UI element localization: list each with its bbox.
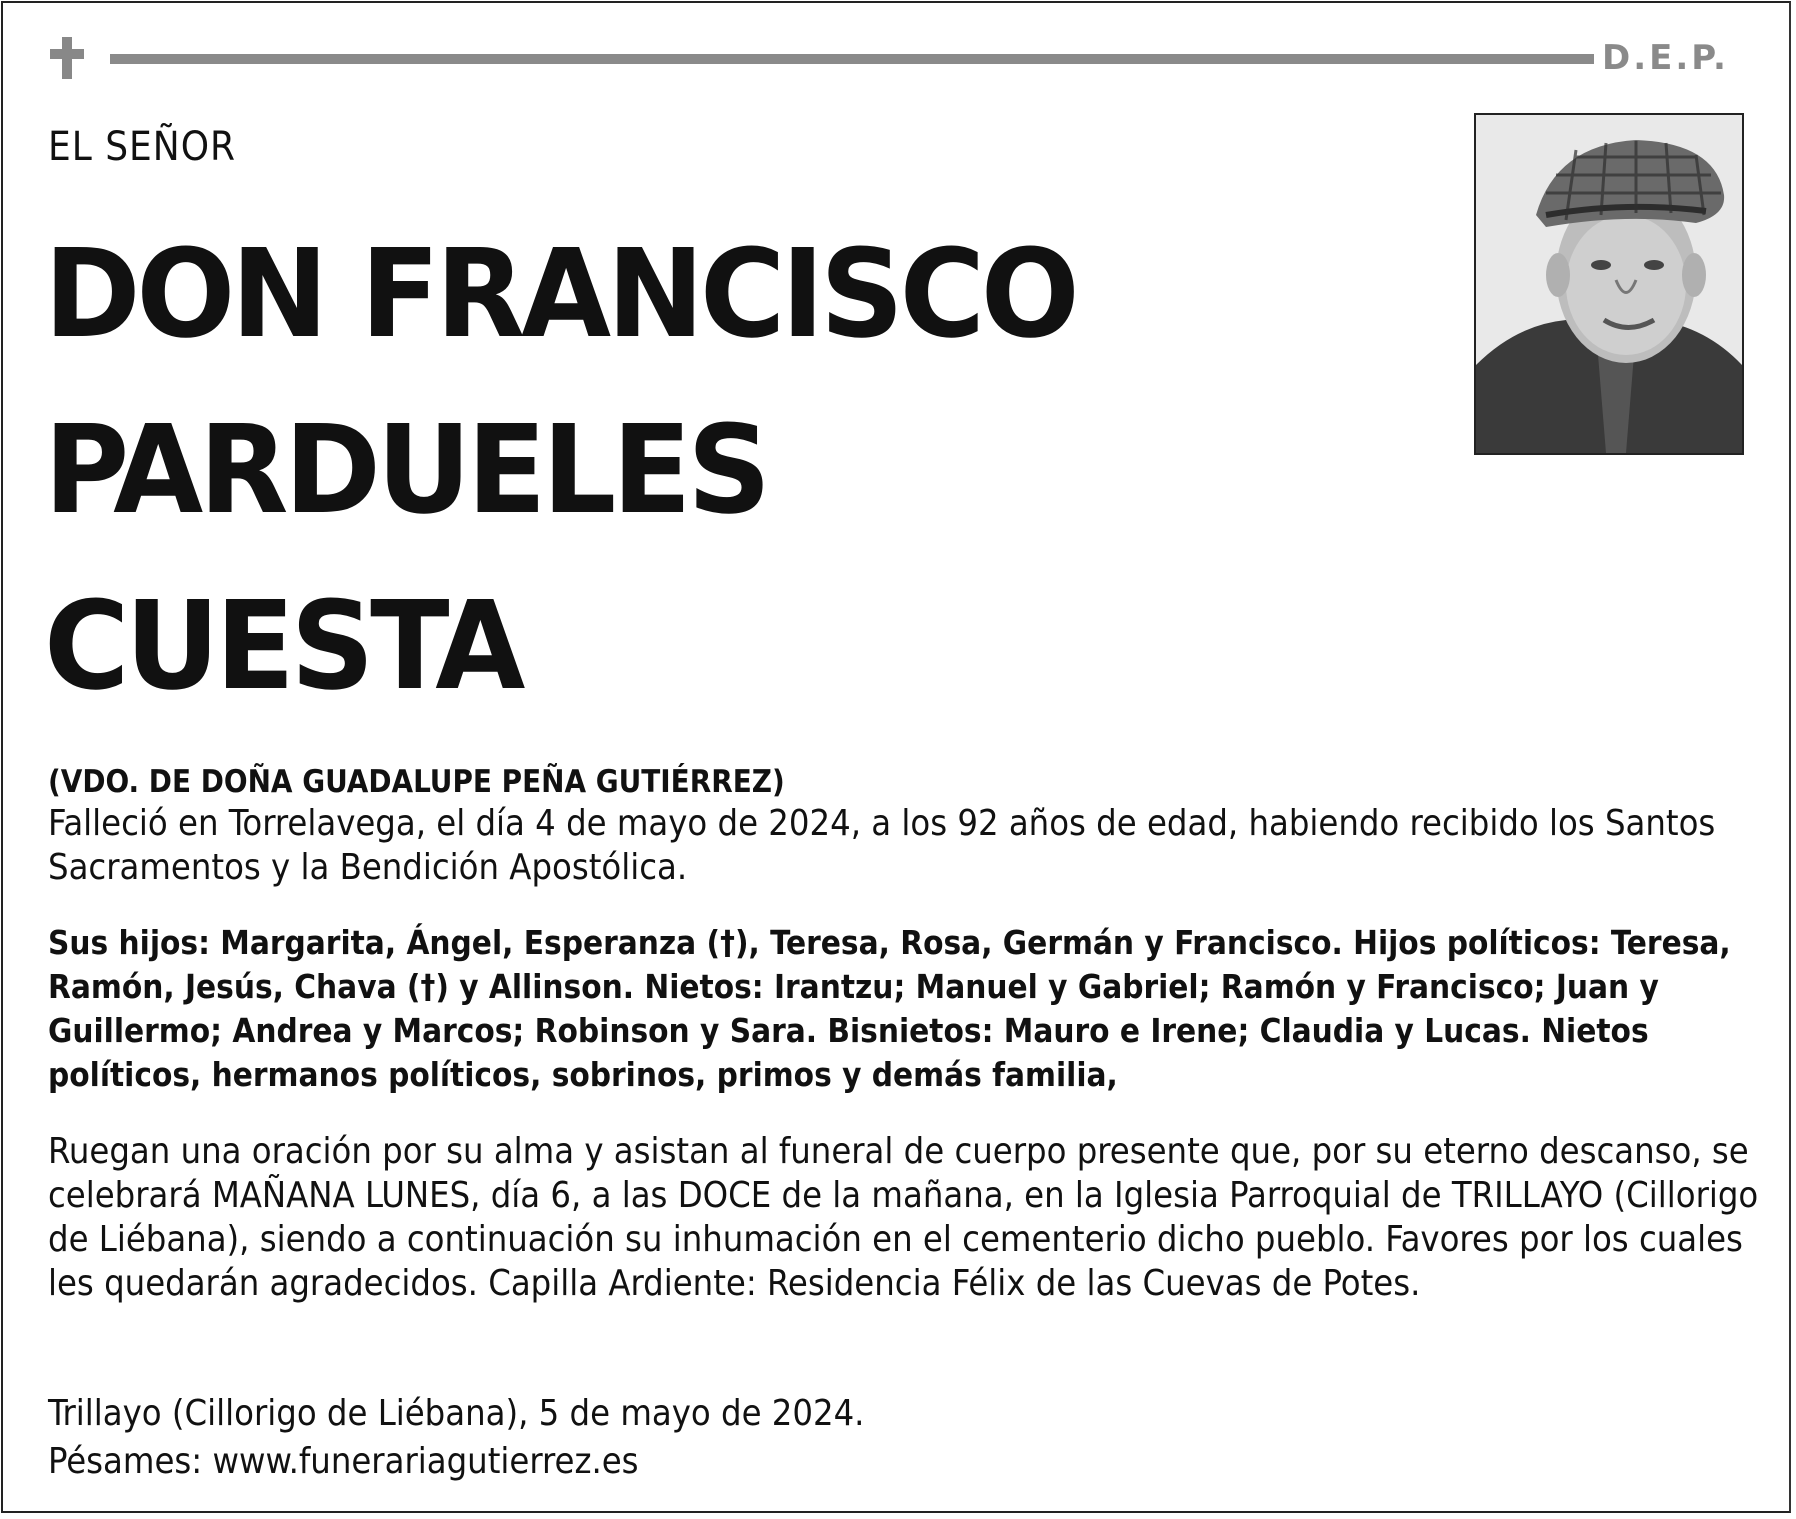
cross-icon (50, 37, 84, 79)
header-rule (110, 54, 1594, 64)
portrait-photo (1474, 113, 1744, 455)
condolences-line: Pésames: www.funerariagutierrez.es (48, 1441, 639, 1482)
family-paragraph: Sus hijos: Margarita, Ángel, Esperanza (†), Teresa, Rosa, Germán y Francisco. Hijos políticos: Teresa, Ramón, Jesús, Chava (†) y Allinson. Nietos: Irantzu; Manuel y Gabriel; Ramón y Francisco; Juan y Guillermo; Andrea y Marcos; Robinson y Sara. Bisnietos: Mauro e Irene; Claudia y Lucas. Nietos políticos, hermanos políticos, sobrinos, primos y demás familia, (48, 923, 1731, 1094)
name-line-1: DON FRANCISCO (44, 223, 1076, 365)
place-date: Trillayo (Cillorigo de Liébana), 5 de mayo de 2024. (48, 1393, 865, 1434)
name-line-2: PARDUELES (44, 399, 767, 541)
name-line-3: CUESTA (44, 575, 522, 717)
deceased-name (44, 206, 1075, 734)
title-label: EL SEÑOR (48, 124, 237, 170)
funeral-paragraph: Ruegan una oración por su alma y asistan al funeral de cuerpo presente que, por su eterno descanso, se celebrará MAÑANA LUNES, día 6, a las DOCE de la mañana, en la Iglesia Parroquial de TRILLAYO (Cillorigo de Liébana), siendo a continuación su inhumación en el cementerio dicho pueblo. Favores por los cuales les quedarán agradecidos. Capilla Ardiente: Residencia Félix de las Cuevas de Potes. (48, 1131, 1759, 1304)
widower-line: (VDO. DE DOÑA GUADALUPE PEÑA GUTIÉRREZ) (48, 764, 785, 800)
death-paragraph: Falleció en Torrelavega, el día 4 de mayo de 2024, a los 92 años de edad, habiendo recibido los Santos Sacramentos y la Bendición Apostólica. (48, 803, 1716, 888)
dep-label: D.E.P. (1602, 38, 1729, 78)
